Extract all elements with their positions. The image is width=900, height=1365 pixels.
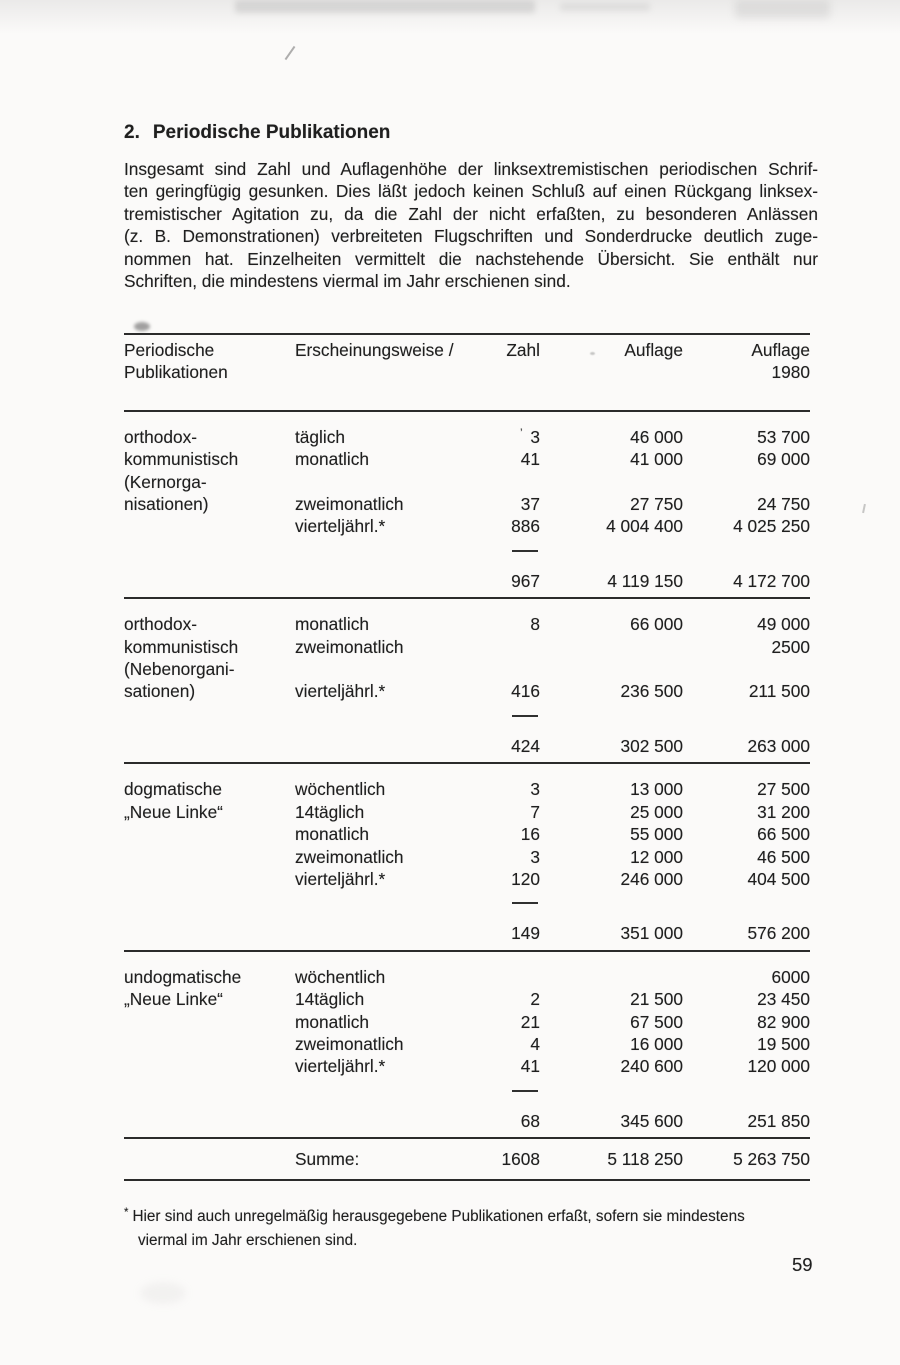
table-cell: 19 500 — [757, 1033, 810, 1054]
table-row — [124, 613, 810, 635]
summe-label: Summe: — [295, 1149, 360, 1170]
subtotal-value: 424 — [511, 735, 540, 756]
table-cell — [295, 735, 455, 757]
table-cell: 14täglich — [295, 801, 365, 822]
subtotal-value: 576 200 — [747, 923, 810, 944]
table-cell: 2500 — [771, 636, 810, 657]
table-row — [124, 778, 810, 800]
table-cell — [455, 966, 540, 988]
table-row — [124, 680, 810, 702]
table-cell: kommunistisch — [124, 449, 239, 470]
intro-line: Insgesamt sind Zahl und Auflagenhöhe der linksextremistischen periodischen Schrif- — [124, 159, 818, 179]
table-cell — [124, 570, 295, 592]
header-col-zahl: Zahl — [506, 340, 540, 360]
table-cell: 886 — [511, 516, 540, 537]
table-row — [124, 658, 810, 680]
table-cell: monatlich — [295, 824, 369, 845]
table-cell — [124, 823, 295, 845]
table-row — [124, 801, 810, 823]
table-cell: monatlich — [295, 1011, 369, 1032]
table-cell — [295, 922, 455, 944]
subtotal-dash-row — [124, 890, 810, 904]
table-cell — [124, 735, 295, 757]
table-cell: 41 — [520, 449, 540, 470]
table-cell — [683, 471, 810, 493]
table-cell — [455, 471, 540, 493]
table-row — [124, 471, 810, 493]
table-cell: 2 — [530, 989, 540, 1010]
subtotal-dash-row — [124, 703, 810, 717]
footnote-asterisk: * — [124, 1207, 129, 1219]
subtotal-row — [124, 1110, 810, 1132]
table-cell: (Nebenorgani- — [124, 659, 235, 680]
header-col-erscheinungsweise: Erscheinungsweise / — [295, 340, 454, 360]
table-cell: wöchentlich — [295, 966, 386, 987]
table-row — [124, 988, 810, 1010]
table-cell: 14täglich — [295, 989, 365, 1010]
table-cell: 21 500 — [630, 989, 683, 1010]
table-row — [124, 868, 810, 890]
table-cell: 41 000 — [630, 449, 683, 470]
table-cell — [295, 570, 455, 592]
table-row — [124, 1011, 810, 1033]
table-cell: 16 — [520, 824, 540, 845]
table-cell: „Neue Linke“ — [124, 801, 223, 822]
table-cell: täglich — [295, 426, 345, 447]
header-text: Periodische — [124, 340, 215, 360]
table-cell: 7 — [530, 801, 540, 822]
table-cell: 416 — [511, 681, 540, 702]
table-cell — [124, 1011, 295, 1033]
table-cell — [124, 922, 295, 944]
footnote-line: viermal im Jahr erschienen sind. — [138, 1231, 358, 1249]
subtotal-value: 4 172 700 — [733, 570, 810, 591]
subtotal-value: 68 — [520, 1110, 540, 1131]
table-row — [124, 515, 810, 537]
table-cell: 67 500 — [630, 1011, 683, 1032]
section-title: Periodische Publikationen — [152, 122, 391, 143]
section-heading — [124, 121, 390, 145]
scan-artifact: ’ — [520, 426, 523, 440]
table-cell: 211 500 — [748, 681, 810, 702]
table-group — [124, 599, 810, 762]
table-header — [124, 335, 810, 410]
header-col-auflage: Auflage — [624, 340, 683, 360]
scan-artifact — [134, 322, 150, 331]
table-cell: undogmatische — [124, 966, 242, 987]
table-cell: 12 000 — [630, 846, 683, 867]
subtotal-value: 4 119 150 — [607, 570, 683, 591]
subtotal-value: 149 — [511, 923, 540, 944]
subtotal-row — [124, 735, 810, 757]
table-cell: vierteljährl.* — [295, 681, 386, 702]
table-cell: nisationen) — [124, 494, 209, 515]
table-cell — [455, 658, 540, 680]
table-row — [124, 823, 810, 845]
table-cell: 236 500 — [620, 681, 683, 702]
subtotal-dash — [512, 715, 538, 717]
table-row — [124, 1055, 810, 1077]
footnote — [124, 1206, 824, 1252]
table-cell: 46 000 — [630, 426, 683, 447]
table-cell: 8 — [530, 614, 540, 635]
table-cell: zweimonatlich — [295, 846, 404, 867]
summe-auflage-1980: 5 263 750 — [733, 1149, 810, 1170]
table-cell: 120 000 — [747, 1056, 810, 1077]
intro-line: ten geringfügig gesunken. Dies läßt jedoch keinen Schluß auf einen Rückgang linksex- — [124, 181, 818, 202]
table-cell: zweimonatlich — [295, 1033, 404, 1054]
table-cell: 240 600 — [620, 1056, 683, 1077]
table-cell: 53 700 — [757, 426, 810, 447]
table-cell: 16 000 — [630, 1033, 683, 1054]
table-cell: zweimonatlich — [295, 636, 404, 657]
table-rule — [124, 1179, 810, 1181]
summe-auflage: 5 118 250 — [607, 1149, 683, 1170]
table-cell: vierteljährl.* — [295, 516, 386, 537]
table-cell: monatlich — [295, 449, 369, 470]
table-cell: 246 000 — [620, 868, 683, 889]
subtotal-dash — [512, 902, 538, 904]
table-cell: 31 200 — [757, 801, 810, 822]
table-cell — [540, 636, 683, 658]
table-cell — [295, 1110, 455, 1132]
table-cell: 3 — [530, 846, 540, 867]
table-cell: 3 — [530, 779, 540, 800]
table-cell: 23 450 — [757, 989, 810, 1010]
subtotal-value: 345 600 — [620, 1110, 683, 1131]
table-cell: 4 — [530, 1033, 540, 1054]
subtotal-value: 967 — [511, 570, 540, 591]
subtotal-dash — [512, 550, 538, 552]
table-cell: 37 — [520, 494, 540, 515]
table-cell — [124, 1055, 295, 1077]
table-cell: 66 000 — [630, 614, 683, 635]
table-cell: 55 000 — [630, 824, 683, 845]
table-cell: vierteljährl.* — [295, 868, 386, 889]
table-cell: 21 — [520, 1011, 540, 1032]
table-cell: sationen) — [124, 681, 196, 702]
table-group — [124, 764, 810, 949]
subtotal-value: 351 000 — [620, 923, 683, 944]
subtotal-row — [124, 922, 810, 944]
table-cell: 3 — [530, 426, 540, 447]
table-cell — [124, 1033, 295, 1055]
section-number: 2. — [124, 122, 140, 143]
header-text: Publikationen — [124, 362, 228, 383]
subtotal-dash-row — [124, 1078, 810, 1092]
subtotal-dash — [512, 1090, 538, 1092]
intro-paragraph — [124, 158, 818, 292]
header-col-auflage-1980 — [683, 339, 810, 384]
table-cell — [124, 1148, 295, 1170]
header-text: 1980 — [771, 362, 810, 383]
scan-artifact — [285, 46, 296, 60]
table-row — [124, 448, 810, 470]
table-cell: (Kernorga- — [124, 471, 207, 492]
table-row — [124, 846, 810, 868]
intro-line: tremistischer Agitation zu, da die Zahl der nicht erfaßten, zu besonderen Anlässen — [124, 203, 818, 224]
table-cell: kommunistisch — [124, 636, 239, 657]
subtotal-value: 302 500 — [620, 735, 683, 756]
summe-row — [124, 1139, 810, 1178]
table-group — [124, 952, 810, 1137]
table-cell — [295, 658, 455, 680]
table-cell: monatlich — [295, 614, 369, 635]
table-cell: 69 000 — [757, 449, 810, 470]
table-cell: 25 000 — [630, 801, 683, 822]
header-text: Auflage — [751, 340, 810, 360]
table-cell: zweimonatlich — [295, 494, 404, 515]
table-cell: 82 900 — [757, 1011, 810, 1032]
table-group — [124, 412, 810, 597]
table-row — [124, 636, 810, 658]
table-row — [124, 493, 810, 515]
table-cell: 4 025 250 — [733, 516, 810, 537]
scan-top-shading — [0, 0, 900, 34]
table-cell: orthodox- — [124, 426, 198, 447]
table-cell: vierteljährl.* — [295, 1056, 386, 1077]
scan-artifact — [862, 504, 866, 513]
table-cell — [124, 868, 295, 890]
table-cell — [540, 658, 683, 680]
table-body — [124, 412, 810, 1139]
table-cell: 27 750 — [630, 494, 683, 515]
table-row — [124, 426, 810, 448]
table-cell: 66 500 — [757, 824, 810, 845]
table-cell: „Neue Linke“ — [124, 989, 223, 1010]
table-cell: 13 000 — [630, 779, 683, 800]
page-number: 59 — [792, 1254, 813, 1275]
table-cell: wöchentlich — [295, 779, 386, 800]
intro-line: (z. B. Demonstrationen) verbreiteten Flugschriften und Sonderdrucke deutlich zuge- — [124, 226, 818, 247]
table-cell: 404 500 — [747, 868, 810, 889]
table-cell: 27 500 — [757, 779, 810, 800]
summe-zahl: 1608 — [501, 1149, 540, 1170]
subtotal-value: 251 850 — [747, 1110, 810, 1131]
table-cell: 6000 — [771, 966, 810, 987]
header-col-publikationen — [124, 339, 295, 384]
table-cell — [455, 636, 540, 658]
subtotal-row — [124, 570, 810, 592]
table-cell — [124, 846, 295, 868]
table-row — [124, 966, 810, 988]
scan-artifact — [140, 1282, 186, 1304]
table-cell — [540, 966, 683, 988]
table-cell — [683, 658, 810, 680]
table-cell: orthodox- — [124, 614, 198, 635]
intro-line: nommen hat. Einzelheiten vermittelt die nachstehende Übersicht. Sie enthält nur — [124, 248, 818, 269]
table-cell — [124, 1110, 295, 1132]
table-cell — [124, 515, 295, 537]
publications-table — [124, 333, 810, 1181]
table-cell: 120 — [511, 868, 540, 889]
footnote-text: Hier sind auch unregelmäßig herausgegebene Publikationen erfaßt, sofern sie mindestens — [132, 1208, 745, 1225]
table-row — [124, 1033, 810, 1055]
table-cell — [295, 471, 455, 493]
footnote-line — [124, 1206, 824, 1230]
table-cell: 46 500 — [757, 846, 810, 867]
table-cell: dogmatische — [124, 779, 222, 800]
table-cell: 41 — [520, 1056, 540, 1077]
table-cell: 4 004 400 — [606, 516, 683, 537]
table-cell: 49 000 — [757, 614, 810, 635]
subtotal-value: 263 000 — [747, 735, 810, 756]
table-cell: 24 750 — [757, 494, 810, 515]
intro-line: Schriften, die mindestens viermal im Jahr erschienen sind. — [124, 271, 571, 292]
subtotal-dash-row — [124, 538, 810, 552]
table-cell — [540, 471, 683, 493]
